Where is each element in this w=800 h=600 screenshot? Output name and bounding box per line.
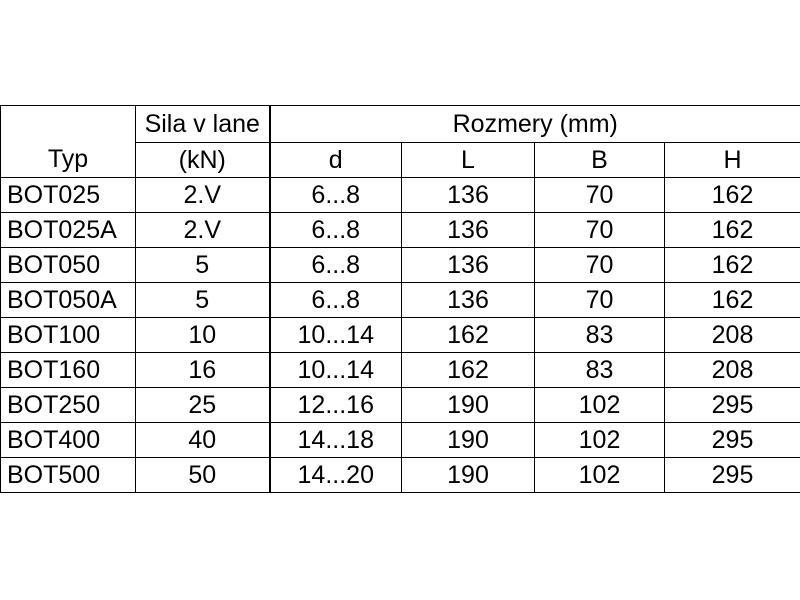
cell-sila: 16 xyxy=(136,353,270,388)
table-row xyxy=(1,318,800,353)
cell-B: 70 xyxy=(535,248,665,283)
header-col-L: L xyxy=(402,143,535,178)
header-rozmery: Rozmery (mm) xyxy=(270,106,800,143)
cell-sila: 10 xyxy=(136,318,270,353)
cell-sila: 40 xyxy=(136,423,270,458)
cell-d: 6...8 xyxy=(270,248,402,283)
table-row xyxy=(1,248,800,283)
cell-L: 136 xyxy=(402,213,535,248)
header-col-B: B xyxy=(535,143,665,178)
cell-H: 295 xyxy=(665,388,800,423)
cell-sila: 2.V xyxy=(136,178,270,213)
cell-L: 162 xyxy=(402,353,535,388)
cell-H: 162 xyxy=(665,283,800,318)
cell-d: 14...20 xyxy=(270,458,402,493)
cell-d: 6...8 xyxy=(270,213,402,248)
table-row xyxy=(1,283,800,318)
cell-sila: 2.V xyxy=(136,213,270,248)
cell-H: 295 xyxy=(665,423,800,458)
cell-typ: BOT025A xyxy=(1,213,136,248)
cell-d: 14...18 xyxy=(270,423,402,458)
cell-H: 295 xyxy=(665,458,800,493)
cell-sila: 50 xyxy=(136,458,270,493)
cell-typ: BOT160 xyxy=(1,353,136,388)
cell-typ: BOT250 xyxy=(1,388,136,423)
cell-L: 190 xyxy=(402,458,535,493)
cell-B: 83 xyxy=(535,318,665,353)
cell-H: 162 xyxy=(665,248,800,283)
cell-L: 136 xyxy=(402,283,535,318)
table-row xyxy=(1,388,800,423)
table-row xyxy=(1,213,800,248)
spec-table-container xyxy=(0,105,800,493)
cell-B: 70 xyxy=(535,213,665,248)
header-sila-line1: Sila v lane xyxy=(136,106,270,143)
cell-d: 6...8 xyxy=(270,178,402,213)
table-row xyxy=(1,178,800,213)
spec-table xyxy=(0,105,800,493)
cell-sila: 25 xyxy=(136,388,270,423)
cell-L: 162 xyxy=(402,318,535,353)
header-sila-line2: (kN) xyxy=(136,143,270,178)
cell-d: 10...14 xyxy=(270,353,402,388)
table-row xyxy=(1,458,800,493)
cell-B: 70 xyxy=(535,283,665,318)
cell-sila: 5 xyxy=(136,248,270,283)
cell-sila: 5 xyxy=(136,283,270,318)
table-row xyxy=(1,423,800,458)
cell-L: 190 xyxy=(402,423,535,458)
cell-d: 10...14 xyxy=(270,318,402,353)
cell-typ: BOT500 xyxy=(1,458,136,493)
header-row-1 xyxy=(1,106,800,143)
cell-B: 102 xyxy=(535,423,665,458)
header-col-d: d xyxy=(270,143,402,178)
cell-L: 136 xyxy=(402,178,535,213)
table-row xyxy=(1,353,800,388)
cell-B: 83 xyxy=(535,353,665,388)
cell-H: 208 xyxy=(665,318,800,353)
cell-H: 208 xyxy=(665,353,800,388)
header-typ: Typ xyxy=(1,106,136,178)
cell-B: 70 xyxy=(535,178,665,213)
cell-H: 162 xyxy=(665,213,800,248)
cell-d: 6...8 xyxy=(270,283,402,318)
cell-B: 102 xyxy=(535,458,665,493)
cell-typ: BOT400 xyxy=(1,423,136,458)
cell-L: 190 xyxy=(402,388,535,423)
cell-typ: BOT100 xyxy=(1,318,136,353)
cell-typ: BOT050 xyxy=(1,248,136,283)
cell-H: 162 xyxy=(665,178,800,213)
header-col-H: H xyxy=(665,143,800,178)
cell-typ: BOT050A xyxy=(1,283,136,318)
cell-typ: BOT025 xyxy=(1,178,136,213)
cell-L: 136 xyxy=(402,248,535,283)
cell-d: 12...16 xyxy=(270,388,402,423)
cell-B: 102 xyxy=(535,388,665,423)
